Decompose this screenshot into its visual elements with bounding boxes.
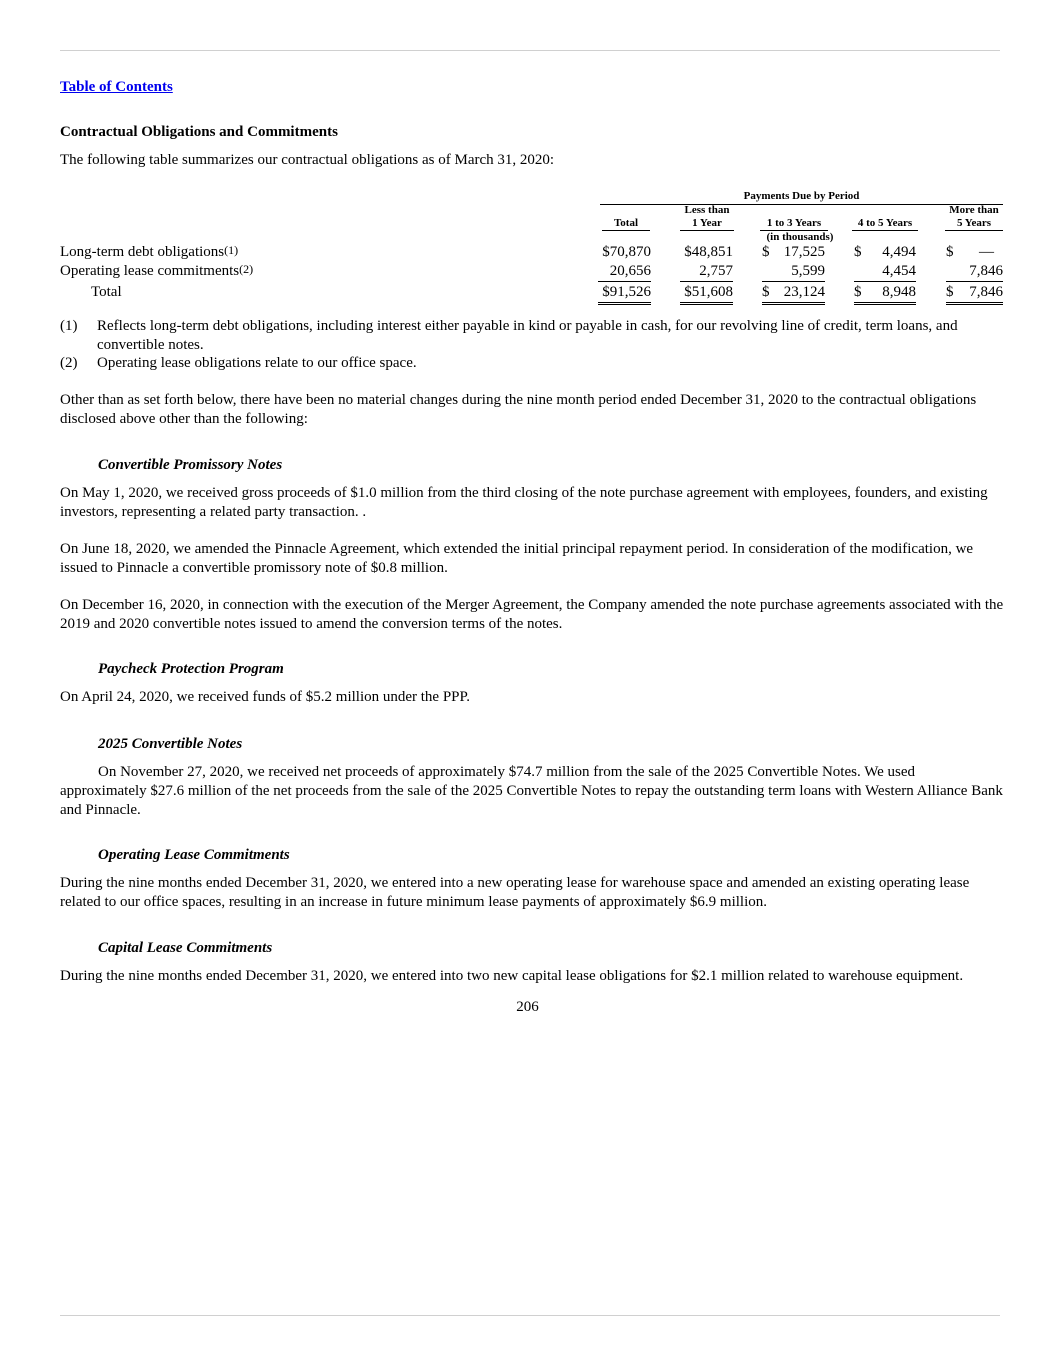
cell-more-than-5: 7,846 [969,284,1003,300]
cell-4-to-5: 4,454 [854,262,916,282]
col-header-1-to-3: 1 to 3 Years [760,217,828,231]
col-header-total: Total [602,217,650,231]
cell-4-to-5-symbol: $ [854,284,862,300]
cell-4-to-5: 8,948 [882,284,916,300]
footnote-number: (1) [60,318,78,334]
footnote-ref-1: (1) [224,243,239,257]
page-number: 206 [516,999,539,1015]
capital-lease-heading: Capital Lease Commitments [98,940,273,956]
ppp-heading: Paycheck Protection Program [98,661,284,677]
cell-4-to-5: 4,494 [882,244,916,260]
ppp-paragraph: On April 24, 2020, we received funds of $5.2 million under the PPP. [60,689,470,705]
row-label-long-term-debt [60,243,238,262]
group-header: Payments Due by Period [600,190,1003,205]
cell-less-than-1: $48,851 [684,244,733,260]
cell-1-to-3: 23,124 [783,284,825,300]
convertible-paragraph-1: On May 1, 2020, we received gross proceeds of $1.0 million from the third closing of the note purchase agreement with employees, founders, and existing investors, representing a related party transaction. . [60,485,988,520]
cell-1-to-3-group [762,283,825,305]
table-of-contents-link[interactable]: Table of Contents [60,79,173,95]
units-label: (in thousands) [766,231,834,243]
col-header-more-than-5-line1: More than [949,204,999,216]
footnote-ref-2: (2) [239,262,254,276]
cell-more-than-5: — [979,244,994,260]
cell-more-than-5-symbol: $ [946,284,954,300]
cell-more-than-5-symbol: $ [946,244,954,260]
capital-lease-paragraph: During the nine months ended December 31, 2020, we entered into two new capital lease obligations for $2.1 million related to warehouse equipment. [60,968,964,984]
row-label-text: Operating lease commitments [60,263,240,279]
cell-total: $91,526 [598,283,651,305]
col-header-4-to-5: 4 to 5 Years [852,217,918,231]
notes-2025-paragraph: On November 27, 2020, we received net proceeds of approximately $74.7 million from the sale of the 2025 Convertible Notes. We used approximately $27.6 million of the net proceeds from the sale of the 2025 Convertible Notes to repay the outstanding term loans with Western Alliance Bank and Pinnacle. [60,764,1003,818]
cell-more-than-5: 7,846 [946,262,1003,282]
cell-4-to-5-group [854,283,916,305]
operating-lease-paragraph: During the nine months ended December 31, 2020, we entered into a new operating lease for warehouse space and amended an existing operating lease related to our office spaces, resulting in an increase in future minimum lease payments of approximately $6.9 million. [60,875,970,910]
cell-1-to-3: 17,525 [783,244,825,260]
convertible-paragraph-3: On December 16, 2020, in connection with the execution of the Merger Agreement, the Company amended the note purchase agreements associated with the 2019 and 2020 convertible notes issued to amend the conversion terms of the notes. [60,597,1004,632]
cell-4-to-5-symbol: $ [854,244,862,260]
operating-lease-heading: Operating Lease Commitments [98,847,290,863]
col-header-more-than-5-line2: 5 Years [945,217,1003,231]
row-label-operating-lease [60,262,253,281]
cell-less-than-1: $51,608 [680,283,733,305]
convertible-paragraph-2: On June 18, 2020, we amended the Pinnacle Agreement, which extended the initial principal repayment period. In consideration of the modification, we issued to Pinnacle a convertible promissory note of $0.8 million. [60,541,974,576]
cell-more-than-5-group [946,283,1003,305]
cell-less-than-1: 2,757 [680,262,733,282]
footnote-number: (2) [60,355,78,371]
footnote-text: Reflects long-term debt obligations, including interest either payable in kind or payable in cash, for our revolving line of credit, term loans, and convertible notes. [97,318,958,353]
convertible-notes-heading: Convertible Promissory Notes [98,457,283,473]
col-header-less-than-1-line1: Less than [684,204,730,216]
notes-2025-heading: 2025 Convertible Notes [98,736,243,752]
footnote-text: Operating lease obligations relate to our office space. [97,355,417,371]
intro-paragraph: The following table summarizes our contractual obligations as of March 31, 2020: [60,152,555,168]
changes-paragraph: Other than as set forth below, there have been no material changes during the nine month period ended December 31, 2020 to the contractual obligations disclosed above other than the following: [60,392,977,427]
cell-1-to-3-symbol: $ [762,244,770,260]
bottom-divider [60,1315,1000,1316]
cell-1-to-3: 5,599 [762,262,825,282]
section-title: Contractual Obligations and Commitments [60,124,338,140]
row-label-text: Long-term debt obligations [60,244,225,260]
cell-1-to-3-symbol: $ [762,284,770,300]
cell-total: 20,656 [598,262,651,282]
top-divider [60,50,1000,51]
row-label-total: Total [91,284,122,300]
cell-total: $70,870 [602,244,651,260]
col-header-less-than-1-line2: 1 Year [680,217,734,231]
